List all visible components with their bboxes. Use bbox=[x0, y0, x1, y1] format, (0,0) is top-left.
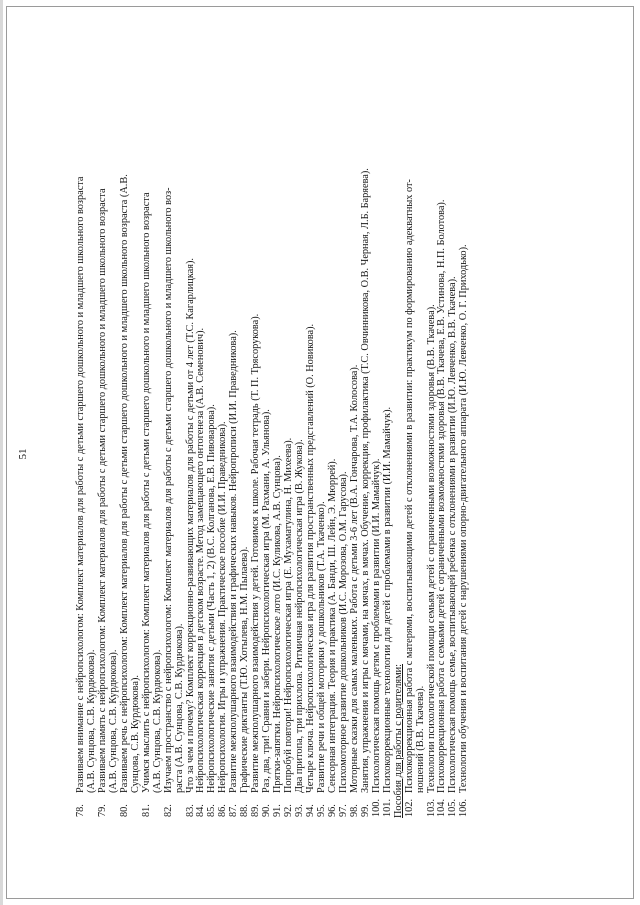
list-item-text bbox=[120, 27, 142, 793]
list-item-number: 86. bbox=[217, 804, 229, 817]
list-item-line: Прятки-запятки. Нейропсихологическое лото (И.С. Куликова, А.В. Сунцова). bbox=[272, 455, 284, 793]
list-item-line: Развиваем внимание с нейропсихологом: Комплект материалов для работы с детьми старшего дошкольного и младшего школьного возраста bbox=[75, 176, 86, 793]
list-item bbox=[76, 27, 98, 817]
list-item-number: 81. bbox=[140, 804, 152, 817]
list-item-line: Развитие межполушарного взаимодействия и графических навыков. Нейропрописи (И.И. Праведникова). bbox=[228, 330, 240, 793]
list-item-number: 97. bbox=[337, 804, 349, 817]
list-item-number: 88. bbox=[239, 804, 251, 817]
list-item-number: 84. bbox=[195, 804, 207, 817]
list-item-line: Психологическая помощь детям с проблемами в развитии (И.И. Мамайчук). bbox=[370, 458, 382, 793]
list-item-line: (А.В. Сунцова, С.В. Курдюкова). bbox=[107, 649, 119, 793]
list-item-line: Развитие речи и общей моторики у дошкольников (Т.А. Ткаченко). bbox=[315, 501, 327, 793]
list-item-line: Изучаем пространство с нейропсихологом: Комплект материалов для работы с детьми старшего дошкольного и младшего школьного воз- bbox=[162, 187, 174, 793]
list-item-number: 96. bbox=[326, 804, 338, 817]
list-item-line: Графические диктанты (Т.Ю. Хотылева, Н.М. Пылаева). bbox=[239, 546, 251, 793]
list-item bbox=[383, 27, 394, 817]
list-item-number: 103. bbox=[425, 798, 437, 817]
list-item-number: 101. bbox=[381, 798, 393, 817]
list-item-line: Нейропсихологические занятия с детьми (Часть 1, 2) (В.С. Колганова, Е.В. Пивоварова). bbox=[206, 404, 218, 793]
list-item-number: 102. bbox=[403, 798, 415, 817]
list-item-number: 90. bbox=[261, 804, 273, 817]
list-item bbox=[142, 27, 164, 817]
list-item-text bbox=[76, 27, 98, 793]
list-item-line: Развиваем речь с нейропсихологом: Комплект материалов для работы с детьми старшего дошкольного и младшего школьного возраста (А.В. bbox=[118, 174, 130, 793]
list-item bbox=[120, 27, 142, 817]
list-item-line: Сенсорная интеграция. Теория и практика (А. Банди, Ш. Лейн, Э. Мюррей). bbox=[326, 458, 338, 793]
list-item-line: Раз, два, три! Сравни и забери. Нейропсихологическая игра (М. Рахмани, А. Ульянова). bbox=[261, 409, 273, 793]
list-item-text bbox=[142, 27, 164, 793]
list-item-line: Нейропсихологическая коррекция в детском возрасте. Метод замещающего онтогенеза (А.В. Семенович). bbox=[195, 327, 207, 793]
list-item bbox=[405, 27, 427, 817]
list-item bbox=[98, 27, 120, 817]
list-item-line: Сунцова, С.В. Курдюкова). bbox=[129, 675, 141, 793]
list-item-line: Психокоррекционная работа с матерями, воспитывающими детей с отклонениями в развитии: практикум по формированию адекватных от- bbox=[403, 179, 415, 793]
list-item-text bbox=[164, 27, 186, 793]
reference-list bbox=[76, 27, 470, 817]
list-item-text bbox=[459, 27, 470, 793]
list-item-number: 87. bbox=[228, 804, 240, 817]
list-item-line: Технологии обучения и воспитания детей с нарушениями опорно-двигательного аппарата (И.Ю. Левченко, О. Г. Приходько). bbox=[458, 244, 470, 793]
list-item-text bbox=[383, 27, 394, 793]
list-item-line: ношений (В.В. Ткачева). bbox=[414, 685, 426, 793]
list-item-line: Нейропсихология. Игры и упражнения. Практическое пособие (И.И. Праведникова). bbox=[217, 421, 229, 793]
list-item-number: 100. bbox=[370, 798, 382, 817]
list-item-number: 80. bbox=[118, 804, 130, 817]
list-item-number: 104. bbox=[436, 798, 448, 817]
list-item-number: 92. bbox=[283, 804, 295, 817]
list-item bbox=[164, 27, 186, 817]
list-item-number: 105. bbox=[447, 798, 459, 817]
list-item-number: 89. bbox=[250, 804, 262, 817]
list-item-line: (А.В. Сунцова, С.В. Курдюкова). bbox=[85, 649, 97, 793]
list-item-number: 91. bbox=[272, 804, 284, 817]
list-item bbox=[459, 27, 470, 817]
list-item-number: 85. bbox=[206, 804, 218, 817]
list-item-line: Четыре ключа. Нейропсихологическая игра для развития пространственных представлений (О. Новикова). bbox=[305, 323, 317, 793]
list-item-text bbox=[405, 27, 427, 793]
list-item-line: Два притопа, три прихлопа. Ритмичная нейропсихологическая игра (В. Жукова). bbox=[294, 439, 306, 793]
list-item-text bbox=[98, 27, 120, 793]
list-item-number: 83. bbox=[184, 804, 196, 817]
list-item-line: Психологическая помощь семье, воспитывающей ребенка с отклонениями в развитии (И.Ю. Левченко, В.В. Ткачева). bbox=[447, 276, 459, 793]
list-item-line: Психомоторное развитие дошкольников (И.С. Морозова, О.М. Гарусова). bbox=[337, 471, 349, 793]
list-item-number: 82. bbox=[162, 804, 174, 817]
list-item-number: 93. bbox=[294, 804, 306, 817]
page-number: 51 bbox=[17, 448, 29, 460]
list-item-line: Психокоррекционная работа с семьями детей с ограниченными возможностями здоровья (В.В. Ткачева, Е.В. Устинова, Н.П. Болотова). bbox=[436, 199, 448, 793]
list-item-number: 94. bbox=[305, 804, 317, 817]
list-item-number: 99. bbox=[359, 804, 371, 817]
list-item-line: Технологии психологической помощи семьям детей с ограниченными возможностями здоровья (В.В. Ткачева). bbox=[425, 304, 437, 793]
list-item-line: Психокоррекционные технологии для детей с проблемами в развитии (И.И. Мамайчук). bbox=[381, 406, 393, 793]
section-heading: Пособия для работы с родителями: bbox=[392, 664, 404, 818]
list-item-line: раста (А.В. Сунцова, С.В. Курдюкова). bbox=[173, 623, 185, 793]
list-item-number: 79. bbox=[96, 804, 108, 817]
list-item-number: 106. bbox=[458, 798, 470, 817]
list-item-line: Развитие межполушарного взаимодействия у детей. Готовимся к школе. Рабочая тетрадь (Т. П. Трясорукова). bbox=[250, 313, 262, 793]
list-item-line: Моторные сказки для самых маленьких. Работа с детьми 3-6 лет (В.А. Гончарова, Т.А. Колосова). bbox=[348, 364, 360, 793]
list-item-line: Попробуй повтори! Нейропсихологическая игра (Е. Мухаматулина, Н. Михеева). bbox=[283, 437, 295, 793]
list-item-number: 78. bbox=[75, 804, 86, 817]
list-item-line: (А.В. Сунцова, С.В. Курдюкова). bbox=[151, 649, 163, 793]
list-item-line: Занятия, упражнения и игры с мячами, на мячах, в мячах. Обучение, коррекция, профилактика (Т.С. Овчинникова, О.В. Черная, Л.Б. Баряева). bbox=[359, 168, 371, 793]
list-item-number: 95. bbox=[315, 804, 327, 817]
list-item-line: Что за чем и почему? Комплект коррекционно-развивающих материалов для работы с детьми от 4 лет (Т.С. Кагарлицкая). bbox=[184, 258, 196, 793]
list-item-line: Развиваем память с нейропсихологом: Комплект материалов для работы с детьми старшего дошкольного и младшего школьного возраста bbox=[96, 188, 108, 793]
list-item-line: Учимся мыслить с нейропсихологом: Комплект материалов для работы с детьми старшего дошкольного и младшего школьного возраста bbox=[140, 192, 152, 793]
list-item-number: 98. bbox=[348, 804, 360, 817]
